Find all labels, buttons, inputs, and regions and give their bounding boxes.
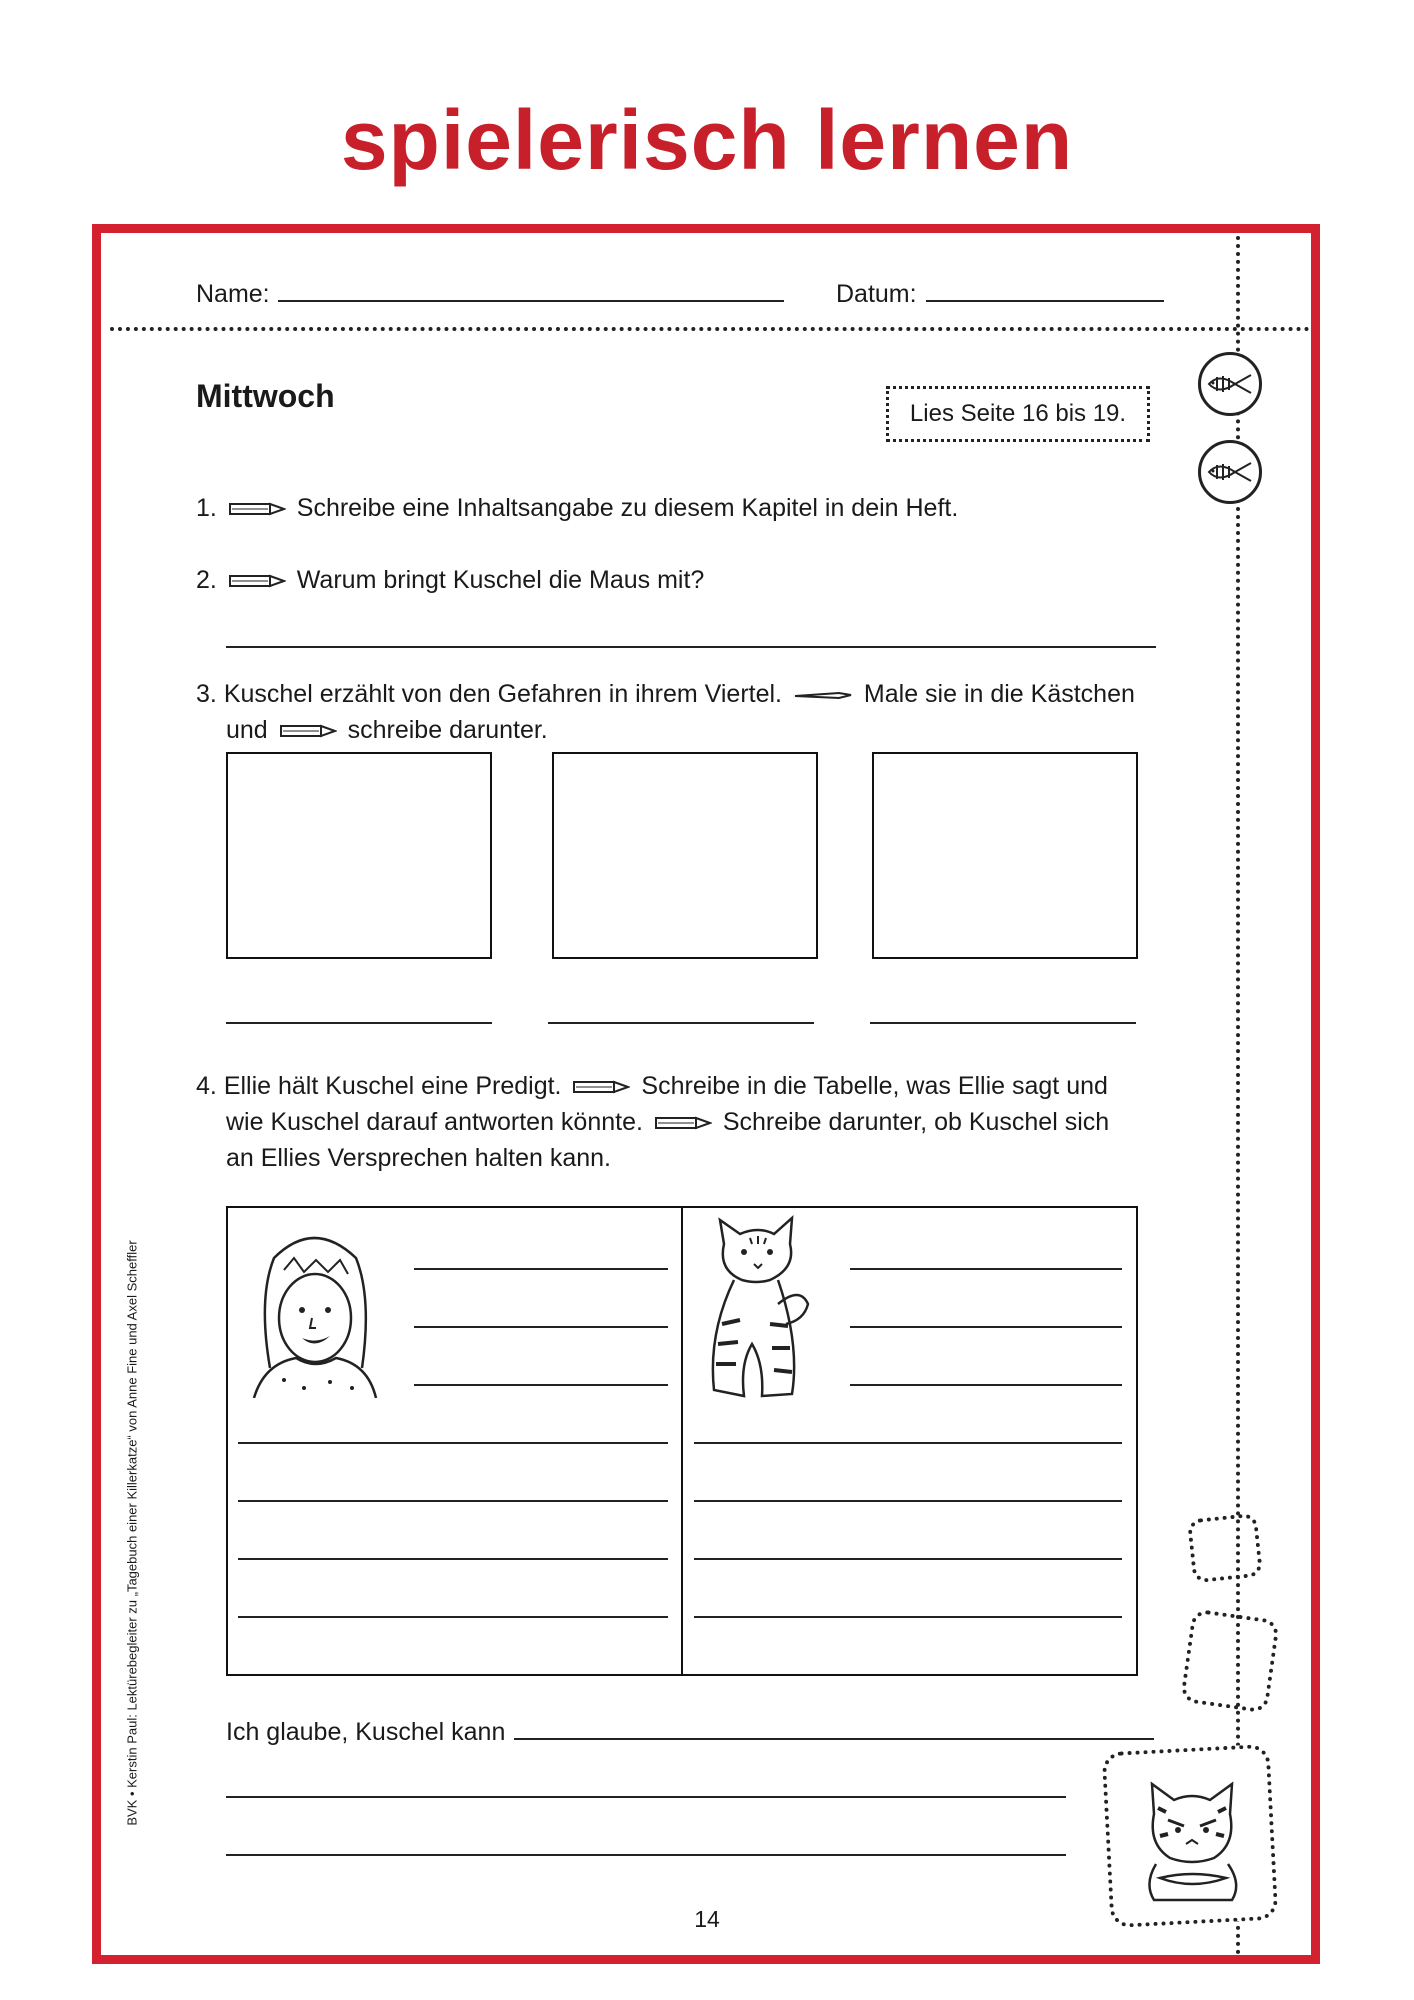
task-text: Kuschel erzählt von den Gefahren in ihrem Viertel. [223,680,782,708]
girl-illustration [244,1218,386,1398]
answer-line[interactable] [226,1854,1066,1856]
answer-line[interactable] [850,1384,1122,1386]
dotted-frame [1180,1608,1280,1713]
answer-line[interactable] [694,1616,1122,1618]
answer-line[interactable] [414,1384,668,1386]
reading-hint: Lies Seite 16 bis 19. [909,400,1127,427]
pencil-icon [228,501,286,517]
answer-line[interactable] [226,1022,492,1024]
spine-credit [124,1198,140,1868]
pencil-icon [228,573,286,589]
answer-line[interactable] [694,1558,1122,1560]
drawing-box[interactable] [552,752,818,959]
conclusion-prompt: Ich glaube, Kuschel kann [226,1718,506,1746]
answer-line[interactable] [414,1268,668,1270]
answer-line[interactable] [694,1500,1122,1502]
grumpy-cat-illustration [1136,1774,1248,1904]
credit-text: BVK • Kerstin Paul: Lektürebegleiter zu „Tagebuch einer Killerkatze“ von Anne Fine und Axel Scheffler [124,1240,140,1826]
answer-line[interactable] [238,1442,668,1444]
task-text: Schreibe in die Tabelle, was Ellie sagt und [641,1072,1108,1100]
name-field[interactable] [278,300,784,302]
task-4 [196,1068,1156,1176]
task-text: und [226,716,268,744]
task-2 [196,562,704,598]
answer-line[interactable] [414,1326,668,1328]
dotted-frame [1187,1513,1263,1584]
answer-line[interactable] [238,1500,668,1502]
task-text: schreibe darunter. [347,716,548,744]
date-field[interactable] [926,300,1164,302]
task-1 [196,490,958,526]
answer-line[interactable] [226,646,1156,648]
pencil-icon [654,1115,712,1131]
brand-title: spielerisch lernen [340,93,1074,187]
cut-line-horizontal [110,327,1310,331]
task-text: Ellie hält Kuschel eine Predigt. [223,1072,562,1100]
answer-line[interactable] [694,1442,1122,1444]
name-label: Name: [196,280,270,308]
answer-line[interactable] [870,1022,1136,1024]
answer-line[interactable] [850,1326,1122,1328]
task-number: 4. [196,1072,217,1100]
task-text: an Ellies Versprechen halten kann. [226,1144,611,1172]
pencil-icon [279,723,337,739]
pencil-icon [572,1079,630,1095]
task-text: Schreibe eine Inhaltsangabe zu diesem Kapitel in dein Heft. [296,494,959,522]
date-label: Datum: [836,280,917,308]
task-text: Schreibe darunter, ob Kuschel sich [722,1108,1110,1136]
answer-line[interactable] [548,1022,814,1024]
answer-line[interactable] [238,1616,668,1618]
crayon-icon [793,689,853,701]
drawing-box[interactable] [226,752,492,959]
task-number: 1. [196,494,217,522]
fish-bone-icon [1198,352,1262,416]
answer-line[interactable] [226,1796,1066,1798]
answer-line[interactable] [514,1738,1154,1740]
answer-line[interactable] [238,1558,668,1560]
task-3 [196,676,1156,748]
task-number: 3. [196,680,217,708]
page-number: 14 [694,1906,720,1932]
fish-bone-icon [1198,440,1262,504]
task-text: Male sie in die Kästchen [863,680,1135,708]
task-number: 2. [196,566,217,594]
table-divider [681,1206,683,1676]
task-text: wie Kuschel darauf antworten könnte. [226,1108,643,1136]
task-text: Warum bringt Kuschel die Maus mit? [296,566,705,594]
answer-line[interactable] [850,1268,1122,1270]
page-title: Mittwoch [196,378,335,414]
cat-illustration [700,1214,826,1406]
drawing-box[interactable] [872,752,1138,959]
reading-hint-box [886,386,1150,442]
